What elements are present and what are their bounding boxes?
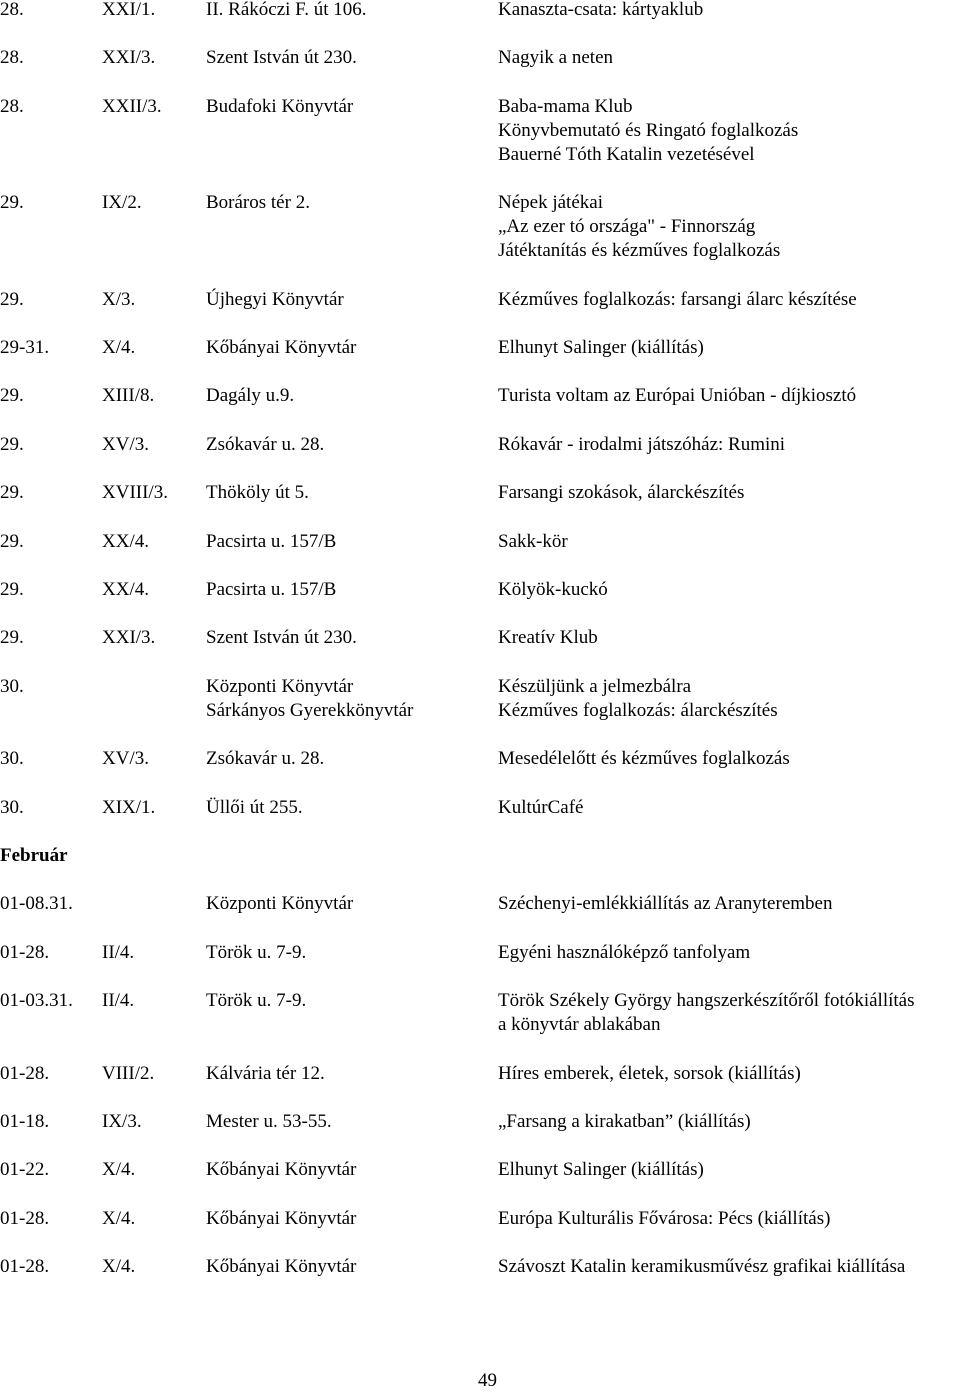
district-cell: XXII/3.: [102, 96, 162, 117]
event-line: Mesedélelőtt és kézműves foglalkozás: [498, 748, 790, 769]
table-row: [0, 95, 960, 167]
table-row: [0, 1158, 960, 1182]
location-line: Thököly út 5.: [206, 482, 309, 503]
event-cell: [498, 675, 778, 723]
table-row: [0, 336, 960, 360]
event-line: Könyvbemutató és Ringató foglalkozás: [498, 120, 799, 141]
table-row: [0, 989, 960, 1037]
event-cell: [498, 336, 704, 360]
event-line: Egyéni használóképző tanfolyam: [498, 942, 751, 963]
district-cell: XV/3.: [102, 434, 149, 455]
date-cell: 30.: [0, 797, 24, 818]
table-row: [0, 433, 960, 457]
event-cell: [498, 989, 915, 1037]
event-cell: [498, 1062, 801, 1086]
table-row: [0, 288, 960, 312]
location-line: Üllői út 255.: [206, 797, 303, 818]
event-line: a könyvtár ablakában: [498, 1014, 661, 1035]
location-cell: [206, 95, 353, 119]
location-cell: [206, 796, 303, 820]
date-cell: 29.: [0, 531, 24, 552]
location-line: Kálvária tér 12.: [206, 1063, 325, 1084]
location-line: Török u. 7-9.: [206, 942, 307, 963]
table-row: [0, 384, 960, 408]
table-row: [0, 530, 960, 554]
event-line: Török Székely György hangszerkészítőről fotókiállítás: [498, 990, 915, 1011]
location-line: Pacsirta u. 157/B: [206, 579, 337, 600]
event-line: Rókavár - irodalmi játszóház: Rumini: [498, 434, 786, 455]
table-row: [0, 747, 960, 771]
event-line: Népek játékai: [498, 192, 603, 213]
event-line: Bauerné Tóth Katalin vezetésével: [498, 144, 755, 165]
date-cell: 29-31.: [0, 337, 50, 358]
table-row: [0, 1255, 960, 1279]
location-cell: [206, 433, 324, 457]
district-cell: X/4.: [102, 337, 136, 358]
date-cell: 29.: [0, 192, 24, 213]
event-line: Kézműves foglalkozás: álarckészítés: [498, 700, 778, 721]
event-line: Készüljünk a jelmezbálra: [498, 676, 692, 697]
date-cell: 01-28.: [0, 1063, 50, 1084]
event-line: Kölyök-kuckó: [498, 579, 608, 600]
event-line: Elhunyt Salinger (kiállítás): [498, 1159, 704, 1180]
event-cell: [498, 747, 790, 771]
date-cell: 29.: [0, 385, 24, 406]
location-cell: [206, 1110, 332, 1134]
location-line: Szent István út 230.: [206, 627, 357, 648]
location-cell: [206, 191, 310, 215]
event-cell: [498, 941, 750, 965]
event-cell: [498, 796, 583, 820]
date-cell: 29.: [0, 482, 24, 503]
table-row: [0, 191, 960, 263]
event-cell: [498, 1207, 830, 1231]
section-heading-february: Február: [0, 845, 68, 866]
district-cell: X/3.: [102, 289, 136, 310]
date-cell: 01-22.: [0, 1159, 50, 1180]
location-line: Budafoki Könyvtár: [206, 96, 354, 117]
event-line: Híres emberek, életek, sorsok (kiállítás): [498, 1063, 801, 1084]
district-cell: IX/3.: [102, 1111, 142, 1132]
location-line: Szent István út 230.: [206, 47, 357, 68]
event-cell: [498, 46, 613, 70]
location-cell: [206, 1255, 356, 1279]
location-line: II. Rákóczi F. út 106.: [206, 0, 367, 20]
event-cell: [498, 481, 744, 505]
event-line: Elhunyt Salinger (kiállítás): [498, 337, 704, 358]
location-line: Zsókavár u. 28.: [206, 748, 325, 769]
event-line: Nagyik a neten: [498, 47, 614, 68]
event-cell: [498, 626, 598, 650]
location-cell: [206, 578, 336, 602]
table-row: [0, 481, 960, 505]
event-line: Kreatív Klub: [498, 627, 598, 648]
location-cell: [206, 1207, 356, 1231]
location-line: Központi Könyvtár: [206, 676, 354, 697]
location-cell: [206, 0, 366, 22]
location-line: Pacsirta u. 157/B: [206, 531, 337, 552]
district-cell: XIII/8.: [102, 385, 155, 406]
table-row: [0, 675, 960, 723]
table-row: [0, 626, 960, 650]
district-cell: II/4.: [102, 942, 135, 963]
location-cell: [206, 1158, 356, 1182]
table-row: [0, 1207, 960, 1231]
date-cell: 29.: [0, 627, 24, 648]
date-cell: 30.: [0, 676, 24, 697]
event-cell: [498, 1158, 704, 1182]
district-cell: X/4.: [102, 1159, 136, 1180]
event-line: Kézműves foglalkozás: farsangi álarc készítése: [498, 289, 857, 310]
location-cell: [206, 288, 344, 312]
district-cell: XV/3.: [102, 748, 149, 769]
location-line: Mester u. 53-55.: [206, 1111, 332, 1132]
location-line: Kőbányai Könyvtár: [206, 1208, 357, 1229]
event-cell: [498, 95, 798, 167]
date-cell: 28.: [0, 0, 24, 20]
event-cell: [498, 530, 568, 554]
district-cell: XIX/1.: [102, 797, 156, 818]
event-line: Baba-mama Klub: [498, 96, 633, 117]
table-row: [0, 1062, 960, 1086]
date-cell: 30.: [0, 748, 24, 769]
district-cell: X/4.: [102, 1256, 136, 1277]
event-line: Kanaszta-csata: kártyaklub: [498, 0, 704, 20]
event-line: KultúrCafé: [498, 797, 584, 818]
table-row: [0, 892, 960, 916]
table-row: [0, 1110, 960, 1134]
location-cell: [206, 626, 357, 650]
event-line: Európa Kulturális Fővárosa: Pécs (kiállítás): [498, 1208, 831, 1229]
location-cell: [206, 989, 306, 1013]
event-line: Sakk-kör: [498, 531, 568, 552]
table-row: [0, 796, 960, 820]
date-cell: 01-18.: [0, 1111, 50, 1132]
district-cell: II/4.: [102, 990, 135, 1011]
date-cell: 01-28.: [0, 1256, 50, 1277]
date-cell: 29.: [0, 434, 24, 455]
event-cell: [498, 1110, 751, 1134]
district-cell: XXI/3.: [102, 47, 156, 68]
location-cell: [206, 384, 294, 408]
location-cell: [206, 481, 309, 505]
district-cell: X/4.: [102, 1208, 136, 1229]
district-cell: XX/4.: [102, 579, 149, 600]
event-line: „Az ezer tó országa" - Finnország: [498, 216, 756, 237]
location-line: Török u. 7-9.: [206, 990, 307, 1011]
district-cell: XX/4.: [102, 531, 149, 552]
event-cell: [498, 288, 857, 312]
location-line: Központi Könyvtár: [206, 893, 354, 914]
date-cell: 01-08.31.: [0, 893, 73, 914]
district-cell: IX/2.: [102, 192, 142, 213]
location-cell: [206, 941, 306, 965]
location-cell: [206, 530, 336, 554]
location-cell: [206, 747, 324, 771]
event-line: Játéktanítás és kézműves foglalkozás: [498, 240, 781, 261]
district-cell: XXI/1.: [102, 0, 156, 20]
table-row: [0, 941, 960, 965]
date-cell: 29.: [0, 289, 24, 310]
table-row: [0, 578, 960, 602]
location-line: Dagály u.9.: [206, 385, 295, 406]
event-cell: [498, 578, 608, 602]
location-line: Zsókavár u. 28.: [206, 434, 325, 455]
table-row: [0, 46, 960, 70]
event-line: Turista voltam az Európai Unióban - díjkiosztó: [498, 385, 857, 406]
location-cell: [206, 1062, 325, 1086]
date-cell: 01-28.: [0, 1208, 50, 1229]
location-line: Kőbányai Könyvtár: [206, 1256, 357, 1277]
location-cell: [206, 892, 353, 916]
location-cell: [206, 46, 357, 70]
event-cell: [498, 1255, 905, 1279]
location-line: Kőbányai Könyvtár: [206, 1159, 357, 1180]
event-cell: [498, 191, 780, 263]
event-line: Farsangi szokások, álarckészítés: [498, 482, 745, 503]
page-number: 49: [478, 1370, 497, 1391]
date-cell: 28.: [0, 47, 24, 68]
date-cell: 01-28.: [0, 942, 50, 963]
location-cell: [206, 675, 413, 723]
event-cell: [498, 433, 785, 457]
date-cell: 01-03.31.: [0, 990, 73, 1011]
date-cell: 29.: [0, 579, 24, 600]
event-cell: [498, 0, 703, 22]
district-cell: XVIII/3.: [102, 482, 168, 503]
event-cell: [498, 892, 832, 916]
location-line: Boráros tér 2.: [206, 192, 310, 213]
location-line: Sárkányos Gyerekkönyvtár: [206, 700, 414, 721]
event-line: Szávoszt Katalin keramikusművész grafikai kiállítása: [498, 1256, 906, 1277]
location-line: Kőbányai Könyvtár: [206, 337, 357, 358]
event-line: „Farsang a kirakatban” (kiállítás): [498, 1111, 751, 1132]
district-cell: VIII/2.: [102, 1063, 155, 1084]
event-line: Széchenyi-emlékkiállítás az Aranyteremben: [498, 893, 833, 914]
location-line: Újhegyi Könyvtár: [206, 289, 344, 310]
table-row: [0, 0, 960, 22]
event-cell: [498, 384, 856, 408]
location-cell: [206, 336, 356, 360]
district-cell: XXI/3.: [102, 627, 156, 648]
date-cell: 28.: [0, 96, 24, 117]
